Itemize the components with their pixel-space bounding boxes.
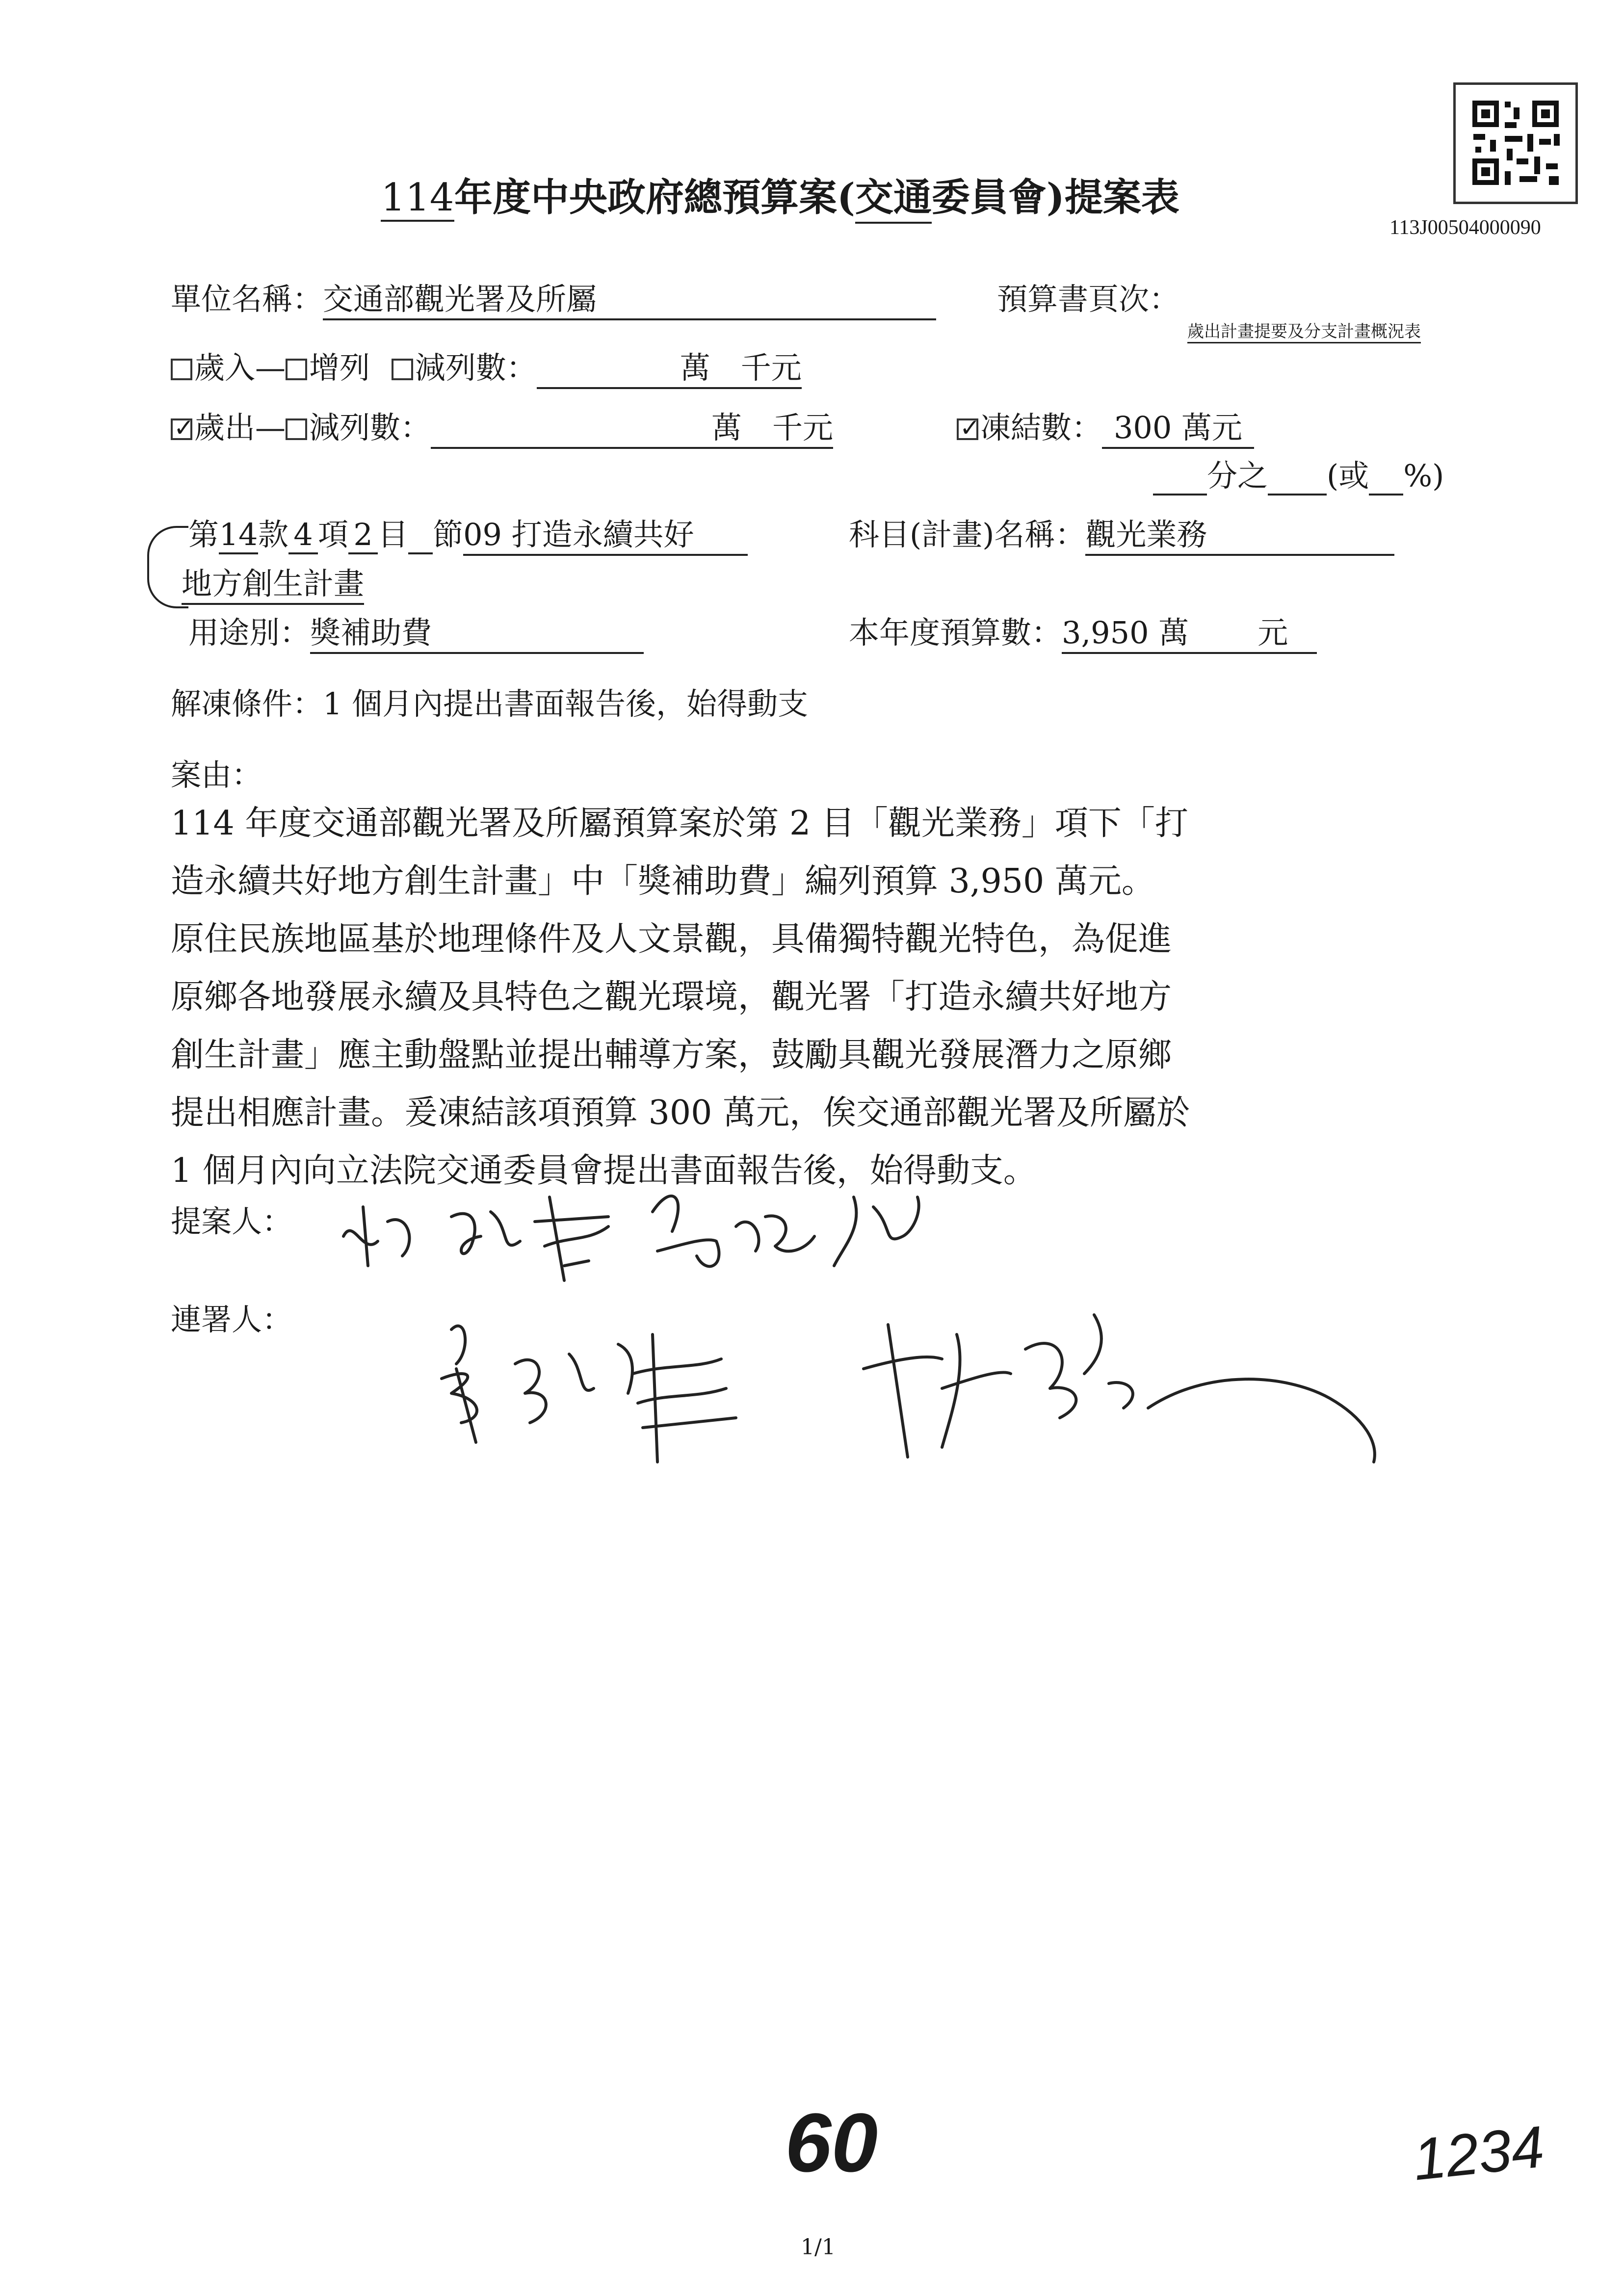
income-checkbox[interactable] xyxy=(171,359,192,380)
budget-value: 3,950 萬 元 xyxy=(1062,608,1317,654)
reason-line: 提出相應計畫。爰凍結該項預算 300 萬元，俟交通部觀光署及所屬於 xyxy=(171,1094,1190,1132)
subject-row: 科目(計畫)名稱：觀光業務 xyxy=(849,510,1394,556)
item-kuan: 14 xyxy=(219,517,258,554)
handwritten-number: 60 xyxy=(785,2096,878,2190)
proposer-label: 提案人： xyxy=(171,1203,293,1239)
qr-code xyxy=(1453,82,1578,204)
reason-line: 原鄉各地發展永續及具特色之觀光環境，觀光署「打造永續共好地方 xyxy=(171,978,1172,1017)
income-amount: 萬 千元 xyxy=(537,343,802,389)
title-middle: 年度中央政府總預算案( xyxy=(454,175,855,220)
frozen-checkbox[interactable] xyxy=(957,418,978,440)
item-plan: 09 打造永續共好 xyxy=(463,510,748,556)
proposer-signatures xyxy=(334,1168,971,1315)
page-indicator: 1/1 xyxy=(801,2235,836,2260)
unfreeze-condition: 解凍條件：1 個月內提出書面報告後，始得動支 xyxy=(171,686,809,722)
increase-checkbox[interactable] xyxy=(286,359,307,380)
title-end: 委員會)提案表 xyxy=(931,175,1179,220)
expense-amount: 萬 千元 xyxy=(431,403,833,449)
reason-label: 案由： xyxy=(171,757,262,793)
reason-line: 114 年度交通部觀光署及所屬預算案於第 2 目「觀光業務」項下「打 xyxy=(171,804,1188,843)
plan-line2: 地方創生計畫 xyxy=(182,559,364,605)
budget-row: 本年度預算數：3,950 萬 元 xyxy=(849,608,1317,654)
subject-value: 觀光業務 xyxy=(1085,510,1394,556)
item-row: 第14款 4 項 2 目 節09 打造永續共好 xyxy=(188,510,748,556)
unit-value: 交通部觀光署及所屬 xyxy=(323,275,936,320)
reason-line: 1 個月內向立法院交通委員會提出書面報告後，始得動支。 xyxy=(171,1151,1037,1190)
handwritten-code: 1234 xyxy=(1410,2113,1547,2193)
reason-body xyxy=(171,795,1190,1200)
reason-line: 創生計畫」應主動盤點並提出輔導方案，鼓勵具觀光發展潛力之原鄉 xyxy=(171,1036,1172,1074)
unit-label: 單位名稱： xyxy=(171,281,323,317)
usage-value: 獎補助費 xyxy=(310,608,644,654)
page-ref-label: 預算書頁次： xyxy=(997,281,1180,317)
income-row: 歲入— 增列 減列數： 萬 千元 xyxy=(171,343,802,389)
expense-decrease-checkbox[interactable] xyxy=(286,418,307,440)
frozen-value: 300 萬元 xyxy=(1102,403,1254,449)
expense-checkbox[interactable] xyxy=(171,418,192,440)
usage-row: 用途別：獎補助費 xyxy=(188,608,644,654)
cosigner-label: 連署人： xyxy=(171,1302,293,1337)
frozen-row: ✓ 凍結數： 300 萬元 xyxy=(957,403,1254,449)
document-code: 113J00504000090 xyxy=(1389,216,1541,239)
reason-line: 造永續共好地方創生計畫」中「獎補助費」編列預算 3,950 萬元。 xyxy=(171,862,1155,901)
reason-line: 原住民族地區基於地理條件及人文景觀，具備獨特觀光特色，為促進 xyxy=(171,920,1172,959)
item-mu: 2 xyxy=(348,517,378,554)
fraction-row: 分之 (或 %) xyxy=(1153,451,1444,496)
unit-row xyxy=(171,275,936,320)
decrease-checkbox[interactable] xyxy=(392,359,413,380)
item-xiang: 4 xyxy=(288,517,318,554)
title-committee: 交通 xyxy=(855,167,932,224)
cosigner-signatures xyxy=(422,1295,1433,1521)
page-ref-sub: 歲出計畫提要及分支計畫概況表 xyxy=(1187,318,1421,343)
expense-row: ✓歲出— 減列數： 萬 千元 xyxy=(171,403,833,449)
page-title xyxy=(381,167,1179,224)
title-year: 114 xyxy=(381,176,454,222)
